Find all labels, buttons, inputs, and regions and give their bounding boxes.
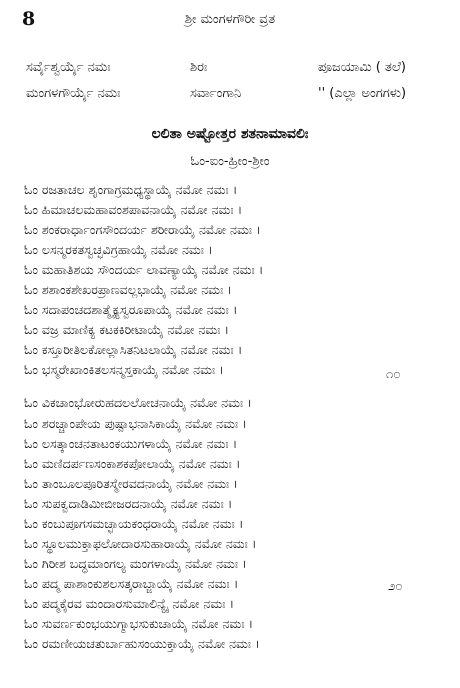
invocation-line: ಓಂ-ಐಂ-ಹ್ರೀಂ-ಶ್ರೀಂ bbox=[190, 154, 270, 169]
running-title: ಶ್ರೀ ಮಂಗಳಗೌರೀ ವ್ರತ bbox=[184, 12, 276, 27]
name-line: ಓಂ ಭಸ್ಮರೇಖಾಂಕಿತಲಸನ್ಮಸ್ತಕಾಯೈ ನಮೋ ನಮಃ । bbox=[24, 362, 224, 378]
puja-table bbox=[0, 60, 460, 112]
name-line: ಓಂ ಗಿರೀಶ ಬದ್ಧಮಾಂಗಲ್ಯ ಮಂಗಳಾಯೈ ನಮೋ ನಮಃ । bbox=[24, 555, 247, 571]
name-line: ಓಂ ವಜ್ರ ಮಾಣಿಕ್ಯ ಕಟಕಕಿರೀಟಾಯೈ ನಮೋ ನಮಃ । bbox=[24, 322, 230, 338]
puja-row bbox=[0, 60, 460, 86]
name-line: ಓಂ ಶಶಾಂಕಶೇಖರಪ್ರಾಣವಲ್ಲಭಾಯೈ ನಮೋ ನಮಃ । bbox=[24, 282, 232, 298]
name-line: ಓಂ ಸುಪಕ್ವದಾಡಿಮೀಬೀಜರದನಾಯೈ ನಮೋ ನಮಃ । bbox=[24, 495, 233, 511]
name-line: ಓಂ ಸ್ಥೂಲಮುಕ್ತಾಫಲೋದಾರಸುಹಾರಾಯೈ ನಮೋ ನಮಃ । bbox=[24, 535, 257, 551]
margin-number: ೧೦ bbox=[386, 367, 401, 382]
page-number: 8 bbox=[22, 8, 36, 30]
name-line: ಓಂ ಮಹಾತಿಶಯ ಸೌಂದರ್ಯ ಲಾವಣ್ಯಾಯೈ ನಮೋ ನಮಃ । bbox=[24, 262, 264, 278]
puja-row bbox=[0, 86, 460, 112]
name-line: ಓಂ ಶರಚ್ಚಾಂಪೇಯ ಪುಷ್ಪಾಭನಾಸಿಕಾಯೈ ನಮೋ ನಮಃ । bbox=[24, 415, 247, 431]
puja-name: ಸರ್ವೈಶ್ವರ್ಯೈ ನಮಃ bbox=[26, 60, 111, 75]
name-line: ಓಂ ಶಂಕರಾರ್ಧಾಂಗಸೌಂದರ್ಯ ಶರೀರಾಯೈ ನಮೋ ನಮಃ । bbox=[24, 222, 261, 238]
name-line: ಓಂ ರಮಣೀಯಚತುರ್ಬಾಹುಸಂಯುಕ್ತಾಯೈ ನಮೋ ನಮಃ । bbox=[24, 636, 260, 652]
name-line: ಓಂ ಪದ್ಮ ಪಾಶಾಂಕುಶಲಸತ್ಕರಾಬ್ಜಾಯೈ ನಮೋ ನಮಃ । bbox=[24, 575, 239, 591]
name-line: ಓಂ ವಿಕಚಾಂಭೋರುಹದಲಲೋಚನಾಯೈ ನಮೋ ನಮಃ । bbox=[24, 395, 252, 411]
puja-name: ಮಂಗಳಗೌರ್ಯೈ ನಮಃ bbox=[26, 86, 121, 101]
name-line: ಓಂ ಸದಾಪಂಚದಶಾತ್ಮೈಕ್ಯಸ್ವರೂಪಾಯೈ ನಮೋ ನಮಃ । bbox=[24, 302, 238, 318]
page-header bbox=[0, 6, 460, 34]
margin-number: ೨೦ bbox=[388, 579, 403, 594]
name-line: ಓಂ ಪದ್ಮಕೈರವ ಮಂದಾರಸುಮಾಲಿನ್ಯೈ ನಮೋ ನಮಃ । bbox=[24, 595, 235, 611]
name-line: ಓಂ ಕಂಬುಪೂಗಸಮಚ್ಛಾಯಕಂಧರಾಯೈ ನಮೋ ನಮಃ । bbox=[24, 515, 244, 531]
group-spacer bbox=[24, 380, 354, 393]
name-line: ಓಂ ರಜತಾಚಲ ಶೃಂಗಾಗ್ರಮಧ್ಯಸ್ಥಾಯೈ ನಮೋ ನಮಃ । bbox=[24, 182, 238, 197]
name-line: ಓಂ ಲಸನ್ಮರಕತಸ್ವಚ್ಛವಿಗ್ರಹಾಯೈ ನಮೋ ನಮಃ । bbox=[24, 242, 213, 258]
name-line: ಓಂ ಲಸತ್ಕಾಂಚನತಾಟಂಕಯುಗಳಾಯೈ ನಮೋ ನಮಃ । bbox=[24, 435, 238, 451]
section-title: ಲಲಿತಾ ಅಷ್ಟೋತ್ತರ ಶತನಾಮಾವಲಿಃ bbox=[151, 126, 309, 142]
name-line: ಓಂ ಕಸ್ತೂರೀತಿಲಕೋಲ್ಲಾಸಿತನಿಟಲಾಯೈ ನಮೋ ನಮಃ । bbox=[24, 342, 243, 358]
puja-part: ಸರ್ವಾಂಗಾನಿ bbox=[190, 86, 242, 101]
name-line: ಓಂ ಹಿಮಾಚಲಮಹಾವಂಶಪಾವನಾಯೈ ನಮೋ ನಮಃ । bbox=[24, 202, 243, 218]
puja-part: ಶಿರಃ bbox=[190, 60, 208, 75]
name-line: ಓಂ ಸುವರ್ಣಕುಂಭಯುಗ್ಮಾಭಸುಕುಚಾಯೈ ನಮೋ ನಮಃ । bbox=[24, 615, 254, 631]
name-line: ಓಂ ತಾಂಬೂಲಪೂರಿತಸ್ಮೇರವದನಾಯೈ ನಮೋ ನಮಃ । bbox=[24, 475, 238, 491]
name-line: ಓಂ ಮಣಿದರ್ಪಣಸಂಕಾಶಕಪೋಲಾಯೈ ನಮೋ ನಮಃ । bbox=[24, 455, 241, 471]
names-list bbox=[24, 180, 354, 654]
puja-action: '' (ಎಲ್ಲಾ ಅಂಗಗಳು) bbox=[318, 86, 407, 101]
puja-action: ಪೂಜಯಾಮಿ ( ತಲೆ) bbox=[318, 60, 406, 75]
